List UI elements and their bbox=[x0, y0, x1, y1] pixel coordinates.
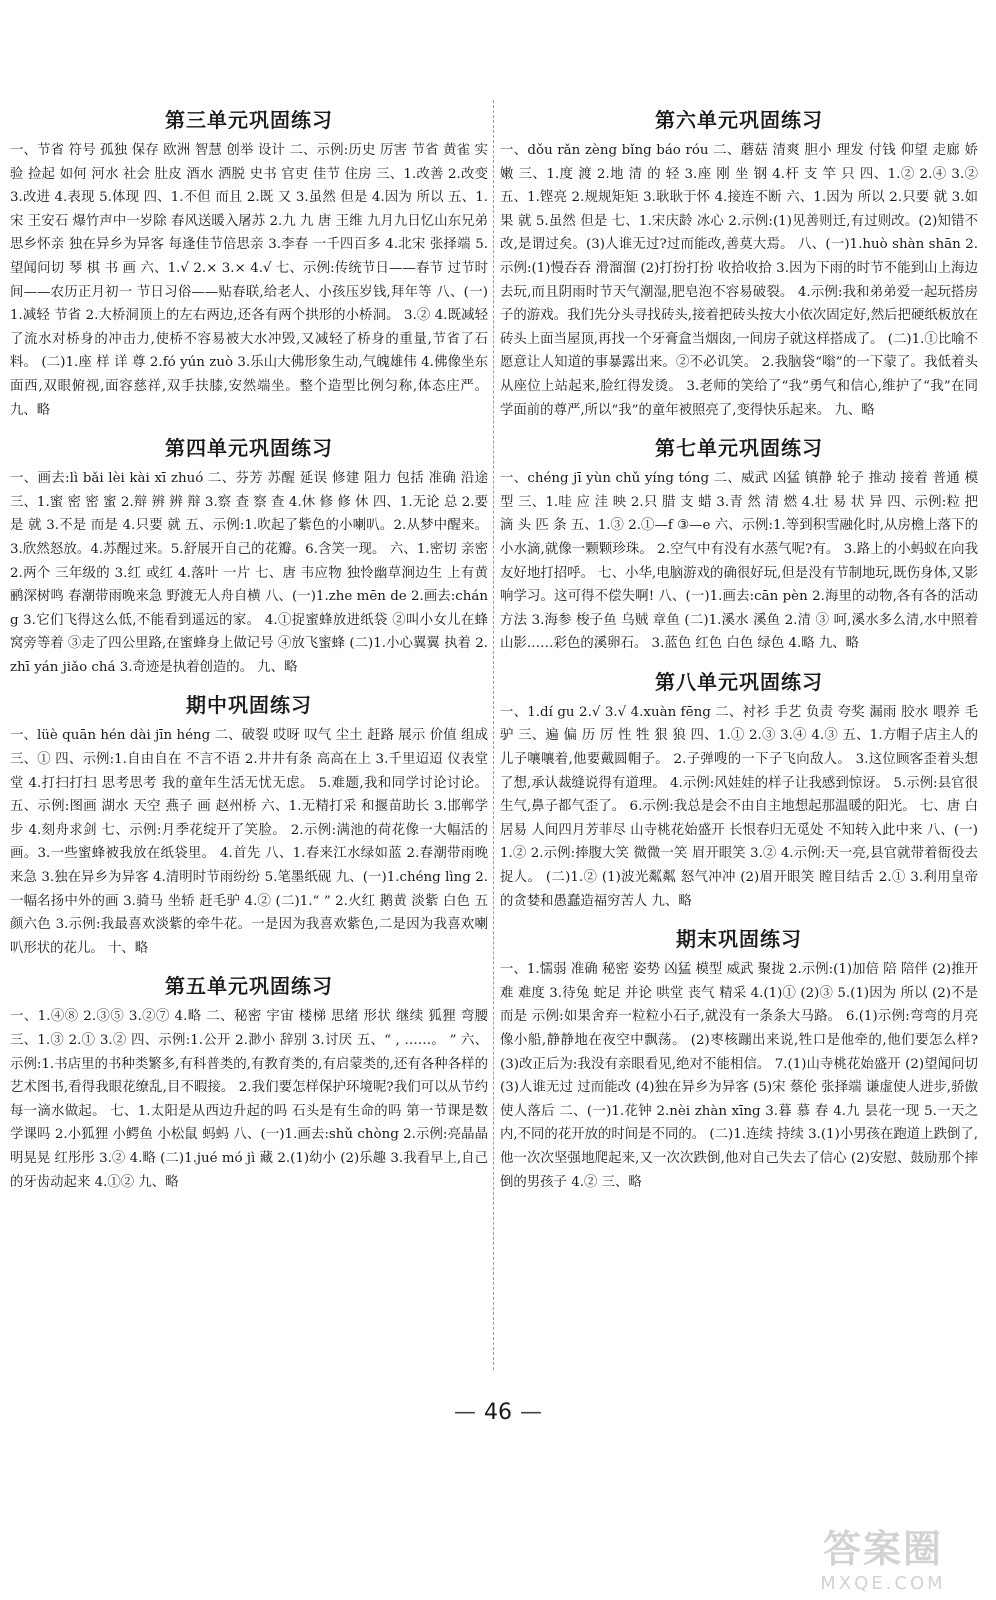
column-divider bbox=[493, 100, 494, 1370]
answer-text: 一、画去:lì bǎi lèi kài xī zhuó 二、芬芳 苏醒 延误 修建 阻力 包括 准确 沿途 三、1.蜜 密 密 蜜 2.辩 辨 辨 辩 3.察 查 察 查 4.休 修 修 休 四、1.无论 总 2.要是 就 3.不是 而是 4.只要 就 五、示例:1.吹起了紫色的小喇叭。2.从梦中醒来。3.欣然怒放。4.苏醒过来。5.舒展开自己的花瓣。6.含笑一现。 六、1.密切 亲密 2.两个 三年级的 3.红 或红 4.落叶 一片 七、唐 韦应物 独怜幽草涧边生 上有黄鹂深树鸣 春潮带雨晚来急 野渡无人舟自横 八、(一)1.zhe mēn de 2.画去:cháng 3.它们飞得这么低,不能看到遥远的家。 4.①捉蜜蜂放进纸袋 ②叫小女儿在蜂窝旁等着 ③走了四公里路,在蜜蜂身上做记号 ④放飞蜜蜂 (二)1.小心翼翼 执着 2.zhī yán jiǎo chá 3.奇迹是执着创造的。 九、略 bbox=[10, 471, 488, 675]
section-unit-8 bbox=[500, 666, 978, 913]
section-title: 第五单元巩固练习 bbox=[165, 974, 333, 999]
section-unit-3 bbox=[10, 104, 488, 422]
page-number-dash-left: — bbox=[454, 1400, 476, 1425]
section-final bbox=[500, 923, 978, 1194]
left-column bbox=[10, 100, 488, 1204]
answer-text: 一、1.懦弱 准确 秘密 姿势 凶猛 模型 威武 聚拢 2.示例:(1)加倍 陪 陪伴 (2)推开 难 难度 3.待兔 蛇足 并论 哄堂 丧气 精采 4.(1)① (2)③ 5.(1)因为 所以 (2)不是 而是 示例:如果舍弃一粒粒小石子,就没有一条条大马路。 6.(1)示例:弯弯的月亮像小船,静静地在夜空中飘荡。 (2)枣核蹦出来说,牲口是他牵的,他们要怎么样? (3)改正后为:我没有亲眼看见,绝对不能相信。 7.(1)山寺桃花始盛开 (2)望闻问切 (3)人谁无过 过而能改 (4)独在异乡为异客 (5)宋 蔡伦 张择端 谦虚使人进步,骄傲使人落后 二、(一)1.花钟 2.nèi zhàn xīng 3.暮 慕 春 4.九 昙花一现 5.一天之内,不同的花开放的时间是不同的。 (二)1.连续 持续 3.(1)小男孩在跑道上跌倒了,他一次次坚强地爬起来,又一次次跌倒,他对自己失去了信心 (2)安慰、鼓励那个摔倒的男孩子 4.② 三、略 bbox=[500, 962, 978, 1190]
section-title: 第四单元巩固练习 bbox=[165, 436, 333, 461]
watermark-logo bbox=[788, 1518, 978, 1594]
section-title: 第七单元巩固练习 bbox=[655, 436, 823, 461]
answer-text: 一、1.④⑧ 2.③⑤ 3.②⑦ 4.略 二、秘密 宇宙 楼梯 思绪 形状 继续 狐狸 弯腰 三、1.③ 2.① 3.② 四、示例:1.公开 2.渺小 辞别 3.讨厌 五、“ , ……。 ” 六、示例:1.书店里的书种类繁多,有科普类的,有教育类的,有启蒙类的,还有各种各样的艺术图书,看得我眼花缭乱,目不暇接。 2.我们要怎样保护环境呢?我们可以从节约每一滴水做起。 七、1.太阳是从西边升起的吗 石头是有生命的吗 第一节课是数学课吗 2.小狐狸 小鳄鱼 小松鼠 蚂蚂 八、(一)1.画去:shǔ chòng 2.示例:亮晶晶 明晃晃 红彤彤 3.② 4.略 (二)1.jué mó jì 藏 2.(1)幼小 (2)乐趣 3.我看早上,自己的牙齿动起来 4.①② 九、略 bbox=[10, 1009, 488, 1190]
section-title: 期末巩固练习 bbox=[676, 927, 802, 952]
section-midterm bbox=[10, 689, 488, 960]
section-title: 期中巩固练习 bbox=[186, 693, 312, 718]
section-unit-4 bbox=[10, 432, 488, 679]
page-number-dash-right: — bbox=[520, 1400, 542, 1425]
section-title: 第八单元巩固练习 bbox=[655, 669, 823, 694]
answer-text: 一、节省 符号 孤独 保存 欧洲 智慧 创举 设计 二、示例:历史 厉害 节省 黄雀 实验 捡起 如何 河水 社会 肚皮 酒水 洒脱 史书 官吏 佳节 住房 三、1.改善 2.改变 3.改进 4.表现 5.体现 四、1.不但 而且 2.既 又 3.虽然 但是 4.因为 所以 五、1.宋 王安石 爆竹声中一岁除 春风送暖入屠苏 2.九 九 唐 王维 九月九日忆山东兄弟 思乡怀亲 独在异乡为异客 每逢佳节倍思亲 3.李春 一千四百多 4.北宋 张择端 5.望闻问切 琴 棋 书 画 六、1.√ 2.× 3.× 4.√ 七、示例:传统节日——春节 过节时间——农历正月初一 节日习俗——贴春联,给老人、小孩压岁钱,拜年等 八、(一)1.减轻 节省 2.大桥洞顶上的左右两边,还各有两个拱形的小桥洞。 3.② 4.既减轻了流水对桥身的冲击力,使桥不容易被大水冲毁,又减轻了桥身的重量,节省了石料。 (二)1.座 样 详 尊 2.fó yún zuò 3.乐山大佛形象生动,气魄雄伟 4.佛像坐东面西,双眼俯视,面容慈祥,双手扶膝,安然端坐。整个造型比例匀称,体态庄严。 九、略 bbox=[10, 143, 488, 418]
answer-text: 一、dǒu rǎn zèng bǐng báo róu 二、蘑菇 清爽 胆小 理发 付钱 仰望 走廊 娇嫩 三、1.度 渡 2.地 清 的 轻 3.座 刚 坐 钢 4.杆 支 竿 只 四、1.② 2.④ 3.② 五、1.铿亮 2.规规矩矩 3.耿耿于怀 4.接连不断 六、1.因为 所以 2.只要 就 3.如果 就 5.虽然 但是 七、1.宋庆龄 冰心 2.示例:(1)见善则迁,有过则改。(2)知错不改,是谓过矣。(3)人谁无过?过而能改,善莫大焉。 八、(一)1.huò shàn shān 2.示例:(1)慢吞吞 滑溜溜 (2)打扮打扮 收拾收拾 3.因为下雨的时节不能到山上海边去玩,而且阴雨时节天气潮湿,肥皂泡不容易破裂。 4.示例:我和弟弟爱一起玩搭房子的游戏。我们先分头寻找砖头,接着把砖头按大小依次固定好,然后把硬纸板放在砖头上面当屋顶,再找一个牙膏盒当烟囱,一间房子就这样搭成了。 (二)1.①比喻不愿意让人知道的事暴露出来。②不必讥笑。 2.我脑袋“嗡”的一下蒙了。我低着头从座位上站起来,脸红得发烫。 3.老师的笑给了“我”勇气和信心,维护了“我”在同学面前的尊严,所以“我”的童年被照亮了,变得快乐起来。 九、略 bbox=[500, 143, 978, 418]
right-column bbox=[500, 100, 978, 1204]
section-unit-7 bbox=[500, 432, 978, 656]
page-number-value: 46 bbox=[484, 1400, 512, 1425]
answer-text: 一、chéng jī yùn chǔ yíng tóng 二、威武 凶猛 镇静 轮子 推动 接着 普通 模型 三、1.哇 应 洼 映 2.只 腊 支 蜡 3.青 然 清 燃 4.壮 易 状 异 四、示例:粒 把 滴 头 匹 条 五、1.③ 2.①—f ③—e 六、示例:1.等到积雪融化时,从房檐上落下的小水滴,就像一颗颗珍珠。 2.空气中有没有水蒸气呢?有。 3.路上的小蚂蚁在向我友好地打招呼。 七、小华,电脑游戏的确很好玩,但是没有节制地玩,既伤身体,又影响学习。这可得不偿失啊! 八、(一)1.画去:cān pèn 2.海里的动物,各有各的活动方法 3.海参 梭子鱼 乌贼 章鱼 (二)1.溪水 溪鱼 2.清 ③ 呵,溪水多么清,水中照着山影……彩色的溪卵石。 3.蓝色 红色 白色 绿色 4.略 九、略 bbox=[500, 471, 978, 652]
watermark-url: MXQE.COM bbox=[820, 1573, 946, 1594]
section-unit-6 bbox=[500, 104, 978, 422]
section-title: 第六单元巩固练习 bbox=[655, 108, 823, 132]
answer-text: 一、lüè quān hén dài jīn héng 二、破裂 哎呀 叹气 尘土 赶路 展示 价值 组成 三、① 四、示例:1.自由自在 不言不语 2.井井有条 高高在上 3.千里迢迢 仪表堂堂 4.打扫打扫 思考思考 我的童年生活无忧无虑。 5.难题,我和同学讨论讨论。 五、示例:图画 湖水 天空 燕子 画 赵州桥 六、1.无精打采 和揠苗助长 3.邯郸学步 4.刻舟求剑 七、示例:月季花绽开了笑脸。 2.示例:满池的荷花像一大幅活的画。3.一些蜜蜂被我放在纸袋里。 4.首先 八、1.春来江水绿如蓝 2.春潮带雨晚来急 3.独在异乡为异客 4.清明时节雨纷纷 5.笔墨纸砚 九、(一)1.chéng lìng 2.一幅名扬中外的画 3.骑马 坐轿 赶毛驴 4.② (二)1.“ ” 2.火红 鹅黄 淡紫 白色 五颜六色 3.示例:我最喜欢淡紫的牵牛花。一是因为我喜欢紫色,二是因为我喜欢喇叭形状的花儿。 十、略 bbox=[10, 728, 488, 956]
answer-text: 一、1.dí gu 2.√ 3.√ 4.xuàn fēng 二、衬衫 手艺 负责 夸奖 漏雨 胶水 喂养 毛驴 三、遍 偏 历 厉 性 牲 狠 狼 四、1.① 2.③ 3.④ 4.③ 五、1.方帽子店主人的儿子嚷嚷着,他要戴圆帽子。 2.子弹嗖的一下子飞向敌人。 3.这位顾客歪着头想了想,承认裁缝说得有道理。 4.示例:风娃娃的样子让我感到惊讶。 5.示例:县官很生气,鼻子都气歪了。 6.示例:我总是会不由自主地想起那温暖的阳光。 七、唐 白居易 人间四月芳菲尽 山寺桃花始盛开 长恨春归无觅处 不知转入此中来 八、(一)1.② 2.示例:捧腹大笑 微微一笑 眉开眼笑 3.② 4.示例:天一亮,县官就带着衙役去捉人。 (二)1.② (1)波光粼粼 怒气冲冲 (2)眉开眼笑 瞠目结舌 2.① 3.利用皇帝的贪婪和愚蠢造福穷苦人 九、略 bbox=[500, 704, 978, 909]
page-number bbox=[0, 1400, 996, 1425]
section-title: 第三单元巩固练习 bbox=[165, 108, 333, 132]
section-unit-5 bbox=[10, 970, 488, 1194]
watermark-logo-text: 答案圈 bbox=[822, 1527, 943, 1571]
